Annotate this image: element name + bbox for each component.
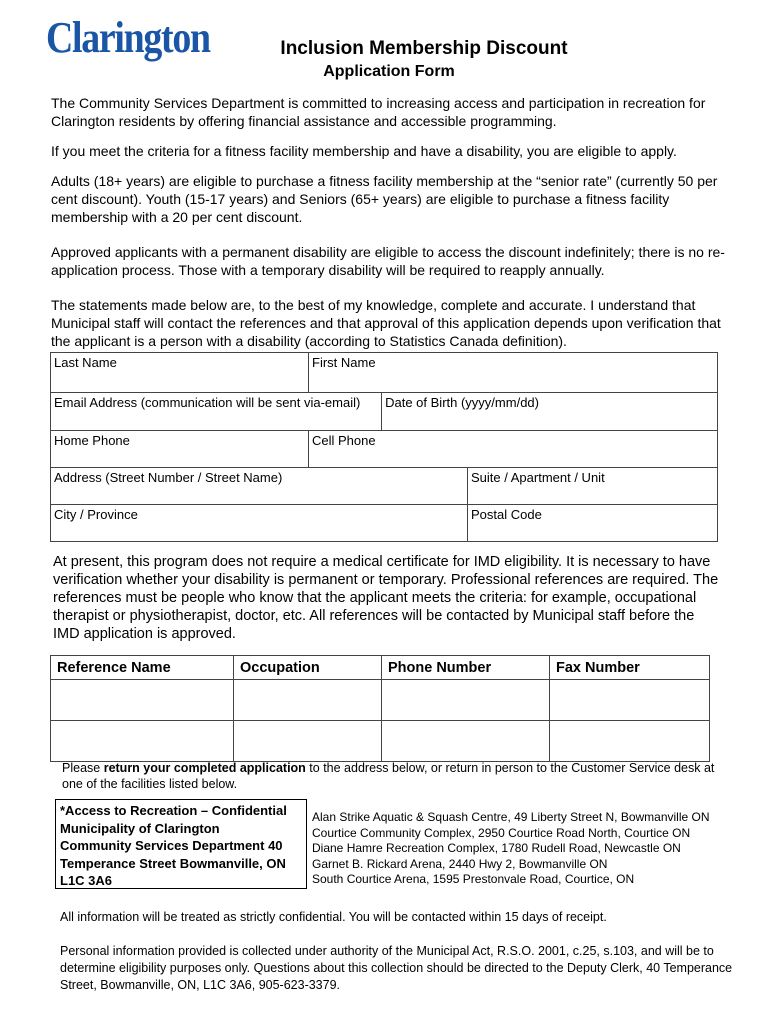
city-province-field[interactable]: City / Province bbox=[51, 505, 468, 542]
fax-number-header: Fax Number bbox=[550, 656, 710, 680]
confidentiality-note: All information will be treated as strictly confidential. You will be contacted within 15 days of receipt. bbox=[60, 910, 607, 924]
form-title: Inclusion Membership Discount bbox=[280, 38, 568, 59]
occupation-cell[interactable] bbox=[234, 721, 382, 762]
declaration-paragraph: The statements made below are, to the best of my knowledge, complete and accurate. I understand that Municipal staff will contact the references and that approval of this application depends upon verification that the applicant is a person with a disability (according to Statistics Canada definition). bbox=[51, 297, 721, 349]
verification-paragraph: At present, this program does not require a medical certificate for IMD eligibility. It is necessary to have verification whether your disability is permanent or temporary. Professional references are required. The references must be people who know that the applicant meets the criteria: for example, occupational therapist or physiotherapist, doctor, etc. All references will be contacted by Municipal staff before the IMD application is approved. bbox=[53, 554, 719, 642]
phone-number-header: Phone Number bbox=[382, 656, 550, 680]
last-name-field[interactable]: Last Name bbox=[51, 353, 309, 393]
return-text-bold: return your completed application bbox=[103, 761, 306, 775]
home-phone-field[interactable]: Home Phone bbox=[51, 431, 309, 468]
return-text-post: to the address below, or return in person to the Customer Service desk at one of the facilities listed below. bbox=[62, 761, 715, 791]
facility-list bbox=[312, 810, 710, 888]
reference-name-header: Reference Name bbox=[51, 656, 234, 680]
mailing-address-box bbox=[55, 799, 307, 889]
return-instructions bbox=[62, 760, 722, 792]
email-field[interactable]: Email Address (communication will be sent via-email) bbox=[51, 393, 382, 431]
list-item: Courtice Community Complex, 2950 Courtice Road North, Courtice ON bbox=[312, 825, 691, 840]
address-line: *Access to Recreation – Confidential bbox=[60, 803, 287, 818]
occupation-cell[interactable] bbox=[234, 680, 382, 721]
list-item: South Courtice Arena, 1595 Prestonvale Road, Courtice, ON bbox=[312, 872, 635, 886]
address-line: L1C 3A6 bbox=[60, 873, 113, 888]
address-line: Municipality of Clarington bbox=[60, 820, 220, 836]
fax-number-cell[interactable] bbox=[550, 721, 710, 762]
intro-paragraph-3: Adults (18+ years) are eligible to purchase a fitness facility membership at the “senior rate” (currently 50 per cent discount). Youth (15-17 years) and Seniors (65+ years) are eligible to purchase a fitness facility membership with a 20 per cent discount. bbox=[51, 173, 718, 225]
intro-paragraph-1: The Community Services Department is committed to increasing access and participation in recreation for Clarington residents by offering financial assistance and accessible programming. bbox=[51, 95, 706, 129]
address-line: Temperance Street Bowmanville, ON bbox=[60, 855, 286, 871]
suite-field[interactable]: Suite / Apartment / Unit bbox=[468, 468, 718, 505]
address-field[interactable]: Address (Street Number / Street Name) bbox=[51, 468, 468, 505]
list-item: Garnet B. Rickard Arena, 2440 Hwy 2, Bowmanville ON bbox=[312, 856, 608, 871]
list-item: Diane Hamre Recreation Complex, 1780 Rudell Road, Newcastle ON bbox=[312, 841, 681, 855]
postal-code-field[interactable]: Postal Code bbox=[468, 505, 718, 542]
references-table bbox=[50, 655, 710, 762]
first-name-field[interactable]: First Name bbox=[309, 353, 718, 393]
list-item: Alan Strike Aquatic & Squash Centre, 49 Liberty Street N, Bowmanville ON bbox=[312, 810, 710, 824]
fax-number-cell[interactable] bbox=[550, 680, 710, 721]
applicant-info-form bbox=[50, 352, 718, 542]
intro-paragraph-2: If you meet the criteria for a fitness facility membership and have a disability, you are eligible to apply. bbox=[51, 143, 677, 159]
date-of-birth-field[interactable]: Date of Birth (yyyy/mm/dd) bbox=[382, 393, 718, 431]
occupation-header: Occupation bbox=[234, 656, 382, 680]
form-subtitle: Application Form bbox=[323, 63, 455, 80]
reference-name-cell[interactable] bbox=[51, 721, 234, 762]
intro-paragraph-4: Approved applicants with a permanent disability are eligible to access the discount indefinitely; there is no re-application process. Those with a temporary disability will be required to reapply annually. bbox=[51, 244, 725, 278]
reference-name-cell[interactable] bbox=[51, 680, 234, 721]
phone-number-cell[interactable] bbox=[382, 721, 550, 762]
table-row bbox=[51, 680, 710, 721]
return-text-pre: Please bbox=[62, 761, 104, 775]
phone-number-cell[interactable] bbox=[382, 680, 550, 721]
cell-phone-field[interactable]: Cell Phone bbox=[309, 431, 718, 468]
table-row bbox=[51, 721, 710, 762]
privacy-statement: Personal information provided is collected under authority of the Municipal Act, R.S.O. 2001, c.25, s.103, and will be to determine eligibility purposes only. Questions about this collection should be directed to the Deputy Clerk, 40 Temperance Street, Bowmanville, ON, L1C 3A6, 905-623-3379. bbox=[60, 944, 733, 992]
clarington-logo: Clarington bbox=[46, 13, 210, 62]
address-line: Community Services Department 40 bbox=[60, 838, 283, 853]
